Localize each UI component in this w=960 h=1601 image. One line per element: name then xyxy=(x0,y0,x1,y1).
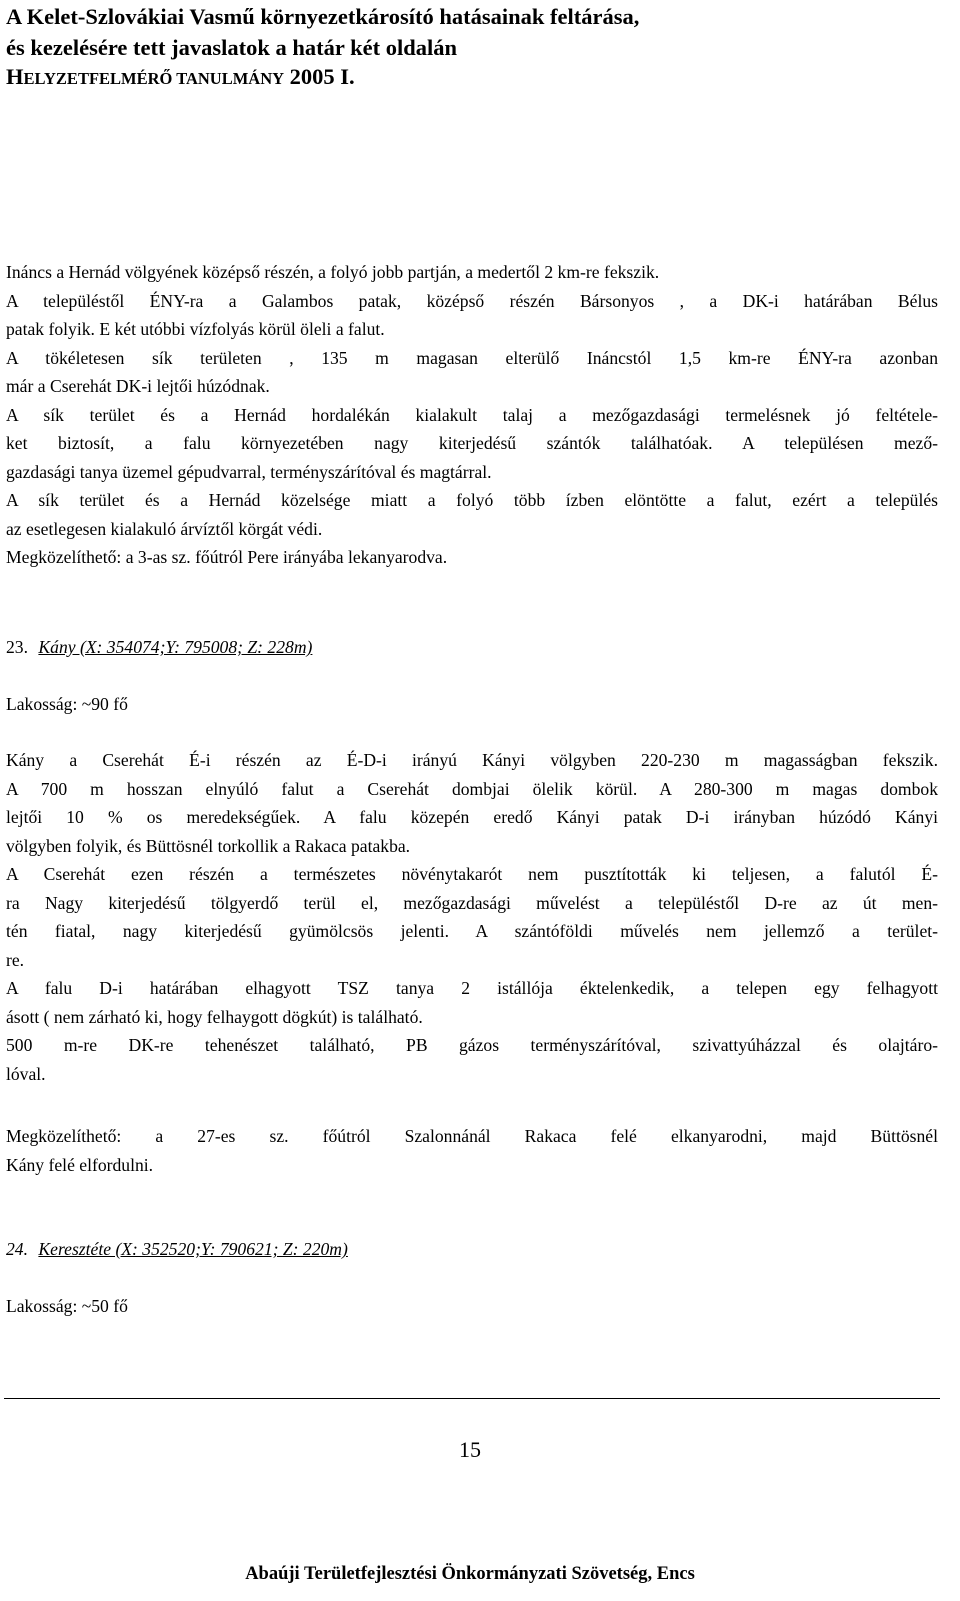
document-header xyxy=(6,0,946,94)
paragraph-line: A falu D-i határában elhagyott TSZ tanya 2 istállója éktelenkedik, a telepen egy felhagyott xyxy=(6,978,938,998)
keresztete-population xyxy=(6,1292,938,1321)
header-subtitle-cap: H xyxy=(6,64,24,89)
paragraph-line: már a Cserehát DK-i lejtői húzódnak. xyxy=(6,376,270,396)
paragraph-line: A sík terület és a Hernád közelsége miatt a folyó több ízben elöntötte a falut, ezért a település xyxy=(6,490,938,510)
access-line: Megközelíthető: a 27-es sz. főútról Szalonnánál Rakaca felé elkanyarodni, majd Büttösnél xyxy=(6,1126,938,1146)
page-number: 15 xyxy=(459,1437,481,1462)
header-subtitle xyxy=(6,62,946,94)
population-text: Lakosság: ~90 fő xyxy=(6,694,128,714)
paragraph-line: A Cserehát ezen részén a természetes növénytakarót nem pusztították ki teljesen, a falutól É- xyxy=(6,864,938,884)
paragraph-line: gazdasági tanya üzemel gépudvarral, terményszárítóval és magtárral. xyxy=(6,461,492,482)
paragraph-line: ra Nagy kiterjedésű tölgyerdő terül el, mezőgazdasági művelést a településtől D-re az út men- xyxy=(6,892,938,913)
paragraph-line: patak folyik. E két utóbbi vízfolyás körül öleli a falut. xyxy=(6,319,385,339)
paragraph-line: A sík terület és a Hernád hordalékán kialakult talaj a mezőgazdasági termelésnek jó feltétele- xyxy=(6,404,938,425)
paragraph-line: ásott ( nem zárható ki, hogy felhaygott dögkút) is található. xyxy=(6,1006,423,1027)
paragraph-line: Ináncs a Hernád völgyének középső részén, a folyó jobb partján, a medertől 2 km-re fekszik. xyxy=(6,262,660,282)
inancs-section xyxy=(6,258,938,572)
population-text: Lakosság: ~50 fő xyxy=(6,1296,128,1316)
section-number: 24. xyxy=(6,1239,28,1259)
paragraph-line: ket biztosít, a falu környezetében nagy kiterjedésű szántók találhatóak. A településen mező- xyxy=(6,433,938,453)
header-subtitle-small: ELYZETFELMÉRŐ TANULMÁNY xyxy=(23,69,285,88)
paragraph-line: A településtől ÉNY-ra a Galambos patak, középső részén Bársonyos , a DK-i határában Bélus xyxy=(6,290,938,311)
footer-text: Abaúji Területfejlesztési Önkormányzati Szövetség, Encs xyxy=(245,1564,695,1584)
section-heading: Keresztéte (X: 352520;Y: 790621; Z: 220m) xyxy=(38,1239,348,1259)
paragraph-line: Kány a Cserehát É-i részén az É-D-i irányú Kányi völgyben 220-230 m magasságban fekszik. xyxy=(6,750,938,770)
section-heading: Kány (X: 354074;Y: 795008; Z: 228m) xyxy=(38,637,313,657)
kany-access xyxy=(6,1122,938,1179)
kany-heading xyxy=(6,633,938,662)
header-subtitle-year: 2005 I. xyxy=(284,64,355,89)
paragraph-line: A 700 m hosszan elnyúló falut a Cserehát dombjai ölelik körül. A 280-300 m magas dombok xyxy=(6,778,938,799)
paragraph-line: az esetlegesen kialakuló árvíztől körgát védi. xyxy=(6,518,323,539)
access-line: Kány felé elfordulni. xyxy=(6,1154,154,1175)
kany-population xyxy=(6,690,938,719)
paragraph-line: re. xyxy=(6,949,25,970)
paragraph-line: A tökéletesen sík területen , 135 m magasan elterülő Ináncstól 1,5 km-re ÉNY-ra azonban xyxy=(6,347,938,368)
paragraph-line: 500 m-re DK-re tehenészet található, PB gázos terményszárítóval, szivattyúházzal és olajtáro- xyxy=(6,1035,938,1055)
header-title-line1: A Kelet-Szlovákiai Vasmű környezetkárosító hatásainak feltárása, xyxy=(6,4,640,29)
footer-divider xyxy=(4,1398,940,1399)
header-title-line2: és kezelésére tett javaslatok a határ két oldalán xyxy=(6,35,457,60)
section-number: 23. xyxy=(6,637,28,657)
paragraph-line: tén fiatal, nagy kiterjedésű gyümölcsös jelenti. A szántóföldi művelés nem jellemző a terület- xyxy=(6,921,938,941)
kany-description xyxy=(6,746,938,1088)
paragraph-line: lejtői 10 % os meredekségűek. A falu közepén eredő Kányi patak D-i irányban húzódó Kányi xyxy=(6,807,938,827)
paragraph-line: lóval. xyxy=(6,1063,46,1084)
paragraph-line: völgyben folyik, és Büttösnél torkollik a Rakaca patakba. xyxy=(6,835,411,856)
keresztete-heading xyxy=(6,1235,938,1264)
access-line: Megközelíthető: a 3-as sz. főútról Pere irányába lekanyarodva. xyxy=(6,547,448,567)
